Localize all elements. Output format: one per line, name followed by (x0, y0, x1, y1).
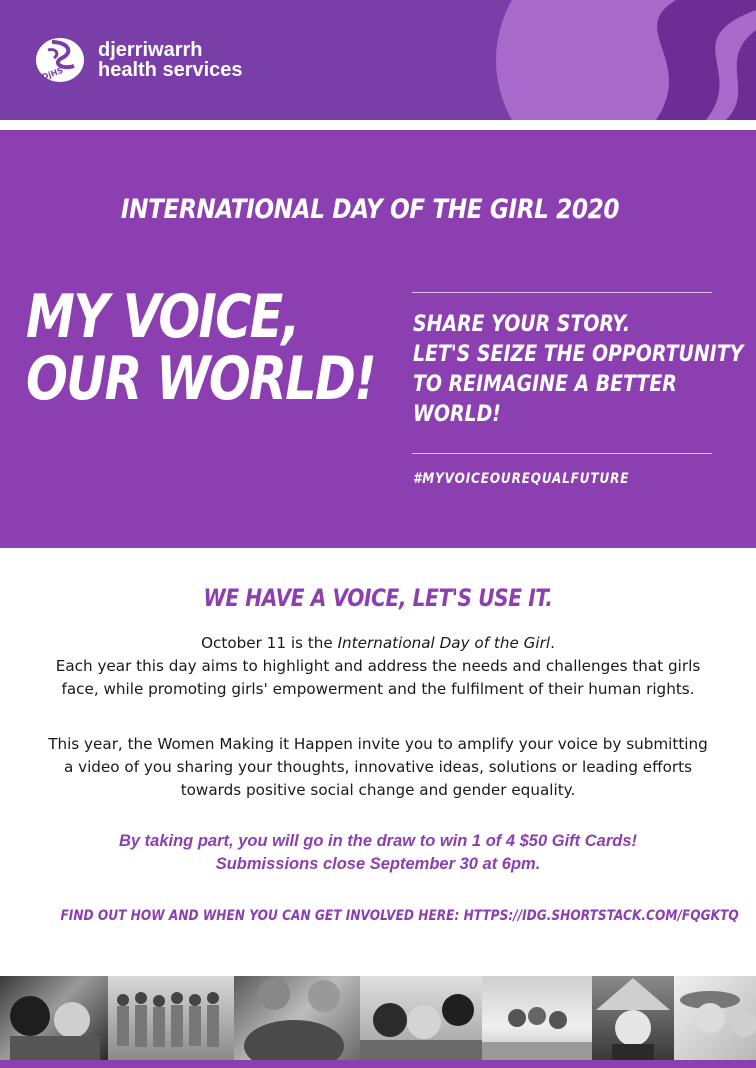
invite-line-1: This year, the Women Making it Happen invite you to amplify your voice by submitting (48, 735, 708, 753)
org-logo (34, 36, 243, 84)
share-message (413, 310, 744, 430)
top-rule (412, 292, 712, 293)
photo-3 (234, 976, 360, 1060)
prize-line-2: Submissions close September 30 at 6pm. (215, 855, 541, 873)
intro-line-2: Each year this day aims to highlight and address the needs and challenges that girls (55, 657, 701, 675)
intro-line-1 (20, 632, 736, 655)
intro-line-1-end: . (550, 634, 555, 652)
campaign-slogan (26, 282, 375, 414)
photo-7 (674, 976, 756, 1060)
intro-line-1-text: October 11 is the (201, 634, 338, 652)
logo-initials: DjHS (40, 65, 65, 82)
photo-5 (482, 976, 592, 1060)
photo-strip (0, 976, 756, 1060)
campaign-hashtag: #MYVOICEOUREQUALFUTURE (413, 471, 630, 487)
photo-6 (592, 976, 674, 1060)
intro-line-1-emphasis: International Day of the Girl (337, 634, 551, 652)
header-banner (0, 0, 756, 120)
share-line-3: TO REIMAGINE A BETTER (413, 372, 677, 397)
invite-paragraph (20, 733, 736, 802)
bottom-rule (412, 453, 712, 454)
org-name (98, 40, 243, 80)
event-title: INTERNATIONAL DAY OF THE GIRL 2020 (120, 194, 620, 225)
section-heading: WE HAVE A VOICE, LET'S USE IT. (203, 584, 553, 612)
org-name-line1: djerriwarrh (98, 39, 203, 61)
intro-line-3: face, while promoting girls' empowerment and the fulfilment of their human rights. (61, 680, 695, 698)
invite-line-2: a video of you sharing your thoughts, innovative ideas, solutions or leading efforts (63, 758, 693, 776)
slogan-line-1: MY VOICE, (26, 282, 299, 352)
logo-mark-icon (34, 36, 92, 84)
photo-2 (108, 976, 234, 1060)
hero-section (0, 130, 756, 548)
photo-1 (0, 976, 108, 1060)
prize-line-1: By taking part, you will go in the draw to win 1 of 4 $50 Gift Cards! (119, 832, 637, 850)
footer-bar (0, 1060, 756, 1068)
share-line-1: SHARE YOUR STORY. (413, 312, 631, 337)
prize-info (0, 830, 756, 876)
intro-paragraph (20, 632, 736, 701)
share-line-2: LET'S SEIZE THE OPPORTUNITY (413, 342, 744, 367)
find-out-link[interactable]: FIND OUT HOW AND WHEN YOU CAN GET INVOLVED HERE: HTTPS://IDG.SHORTSTACK.COM/FQGKTQ (60, 908, 739, 924)
divider-band (0, 120, 756, 130)
org-name-line2: health services (98, 59, 243, 81)
slogan-line-2: OUR WORLD! (26, 344, 375, 414)
decorative-swoosh (476, 0, 756, 120)
invite-line-3: towards positive social change and gender equality. (180, 781, 576, 799)
photo-4 (360, 976, 482, 1060)
share-line-4: WORLD! (413, 402, 501, 427)
